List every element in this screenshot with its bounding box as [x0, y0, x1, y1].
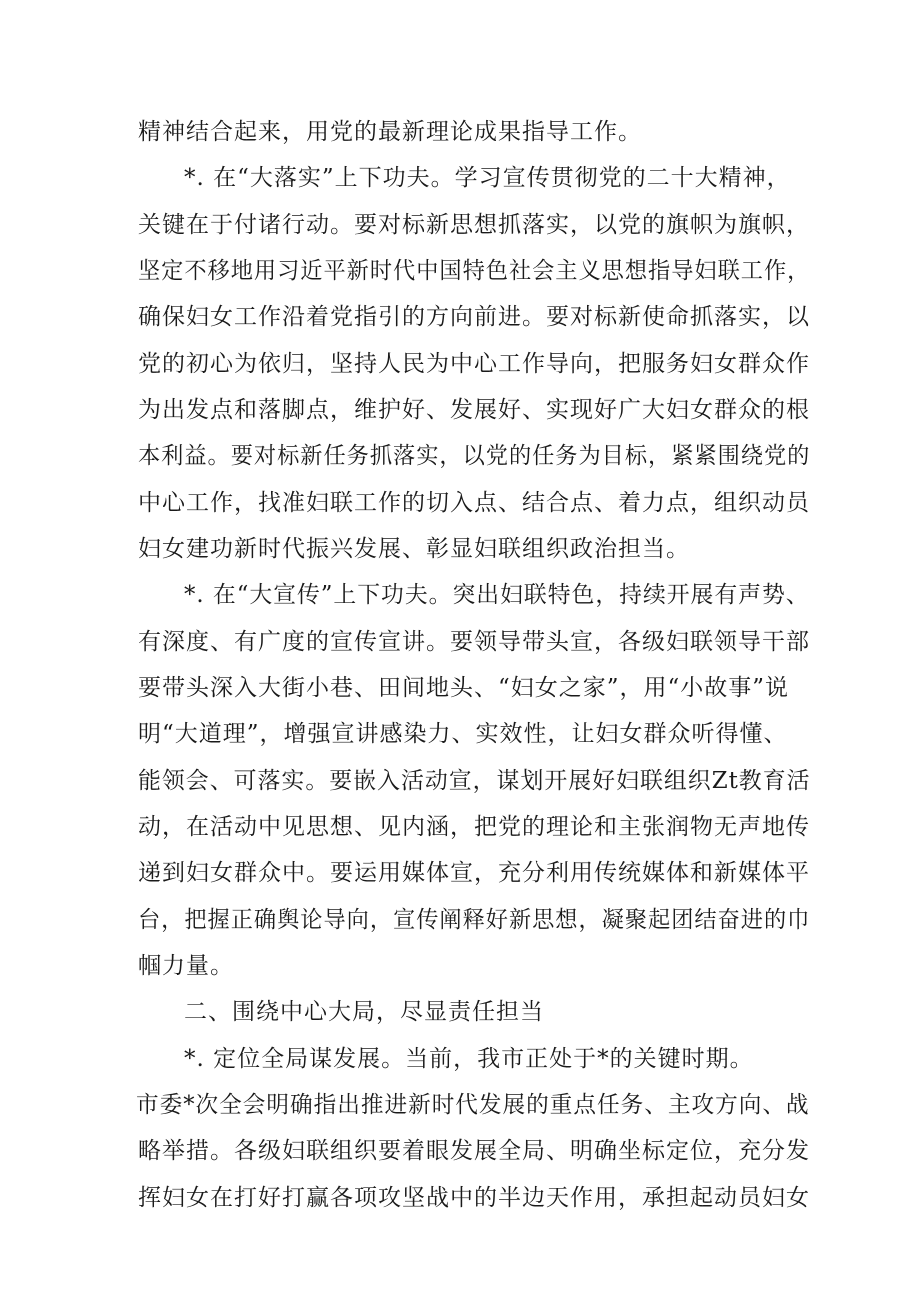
text-line: 能领会、可落实。要嵌入活动宣，谋划开展好妇联组织Zt教育活	[138, 768, 811, 794]
text-line: 市委*次全会明确指出推进新时代发展的重点任务、主攻方向、战	[136, 1092, 810, 1118]
text-line: 本利益。要对标新任务抓落实，以党的任务为目标，紧紧围绕党的	[138, 443, 811, 469]
text-line: 帼力量。	[138, 953, 234, 979]
section-item: *. 在“大宣传”上下功夫。突出妇联特色，持续开展有声势、	[184, 582, 810, 608]
text-line: 为出发点和落脚点，维护好、发展好、实现好广大妇女群众的根	[138, 397, 810, 423]
text-line: 有深度、有广度的宣传宣讲。要领导带头宣，各级妇联领导干部	[138, 629, 810, 655]
text-line: 明“大道理”，增强宣讲感染力、实效性，让妇女群众听得懂、	[138, 721, 788, 747]
text-line: 略举措。各级妇联组织要着眼发展全局、明确坐标定位，充分发	[138, 1138, 810, 1164]
text-line: 关键在于付诸行动。要对标新思想抓落实，以党的旗帜为旗帜，	[138, 212, 810, 238]
text-line: 要带头深入大街小巷、田间地头、“妇女之家”，用“小故事”说	[138, 675, 790, 701]
section-item: *. 在“大落实”上下功夫。学习宣传贯彻党的二十大精神，	[184, 165, 791, 191]
text-line: 精神结合起来，用党的最新理论成果指导工作。	[138, 119, 642, 145]
text-line: 台，把握正确舆论导向，宣传阐释好新思想，凝聚起团结奋进的巾	[138, 907, 811, 933]
text-line: 动，在活动中见思想、见内涵，把党的理论和主张润物无声地传	[138, 814, 810, 840]
text-line: 挥妇女在打好打赢各项攻坚战中的半边天作用，承担起动员妇女	[138, 1185, 810, 1211]
text-line: 妇女建功新时代振兴发展、彰显妇联组织政治担当。	[138, 536, 690, 562]
text-line: 党的初心为依归，坚持人民为中心工作导向，把服务妇女群众作	[138, 351, 810, 377]
section-heading: 二、围绕中心大局，尽显责任担当	[184, 999, 544, 1025]
text-line: 确保妇女工作沿着党指引的方向前进。要对标新使命抓落实，以	[138, 304, 810, 330]
text-line: 中心工作，找准妇联工作的切入点、结合点、着力点，组织动员	[138, 490, 810, 516]
text-line: 坚定不移地用习近平新时代中国特色社会主义思想指导妇联工作，	[138, 258, 811, 284]
section-item: *. 定位全局谋发展。当前，我市正处于*的关键时期。	[184, 1046, 754, 1072]
text-line: 递到妇女群众中。要运用媒体宣，充分利用传统媒体和新媒体平	[138, 860, 810, 886]
